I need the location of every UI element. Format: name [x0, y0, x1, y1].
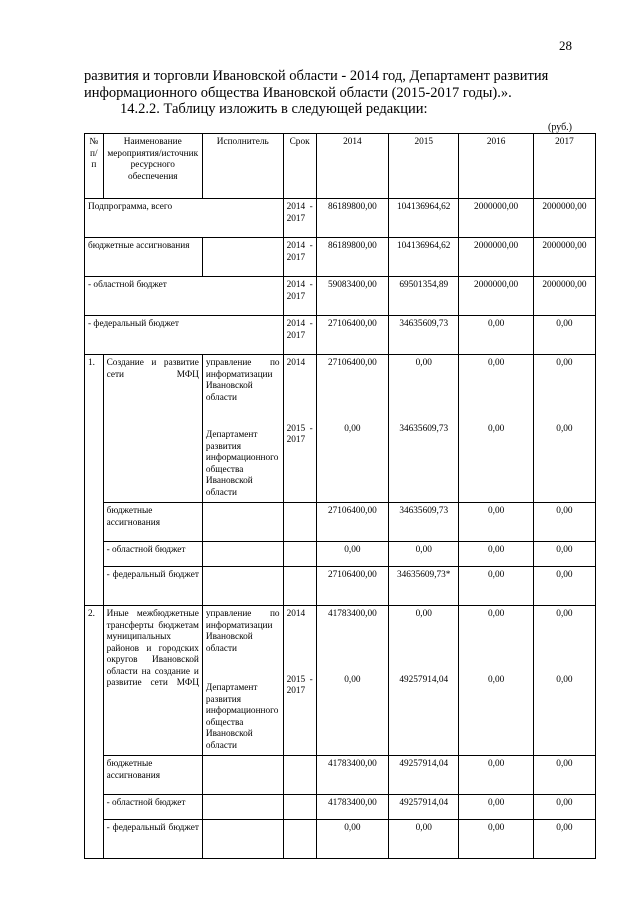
value-a: 0,00 [415, 609, 432, 619]
value-cell: 27106400,00 [316, 567, 388, 606]
value-cell: 69501354,89 [389, 277, 459, 316]
value-b: 0,00 [556, 423, 573, 434]
table-row [85, 567, 596, 606]
row-label: Подпрограмма, всего [85, 199, 284, 238]
table-row [85, 795, 596, 820]
executor-a: управление по информатизации Ивановской области [205, 609, 280, 654]
empty-cell [283, 542, 316, 567]
value-cell: 41783400,00 [316, 756, 388, 795]
value-cell [459, 355, 533, 503]
value-cell: 0,00 [316, 542, 388, 567]
empty-cell [202, 238, 283, 277]
row-number: 1. [85, 355, 104, 606]
empty-cell [202, 756, 283, 795]
row-label: бюджетные ассигнования [103, 756, 202, 795]
empty-cell [202, 542, 283, 567]
header-cell: Срок [283, 134, 316, 199]
value-cell: 59083400,00 [316, 277, 388, 316]
empty-cell [283, 795, 316, 820]
value-cell: 0,00 [533, 756, 595, 795]
term-cell: 2014 - 2017 [283, 238, 316, 277]
value-cell: 0,00 [459, 567, 533, 606]
term-cell [283, 355, 316, 503]
value-cell: 0,00 [533, 820, 595, 859]
value-cell: 86189800,00 [316, 199, 388, 238]
value-cell: 2000000,00 [533, 238, 595, 277]
header-cell: 2014 [316, 134, 388, 199]
empty-cell [202, 795, 283, 820]
row-label: - областной бюджет [103, 542, 202, 567]
value-cell: 0,00 [533, 503, 595, 542]
value-cell: 0,00 [533, 542, 595, 567]
value-cell [316, 606, 388, 756]
term-b: 2015 - 2017 [286, 423, 313, 445]
value-cell: 0,00 [533, 567, 595, 606]
value-b: 0,00 [556, 674, 573, 685]
header-cell: Наименование мероприятия/источник ресурсного обеспечения [103, 134, 202, 199]
table-row [85, 355, 596, 503]
term-cell: 2014 - 2017 [283, 277, 316, 316]
value-cell: 2000000,00 [459, 238, 533, 277]
value-cell [316, 355, 388, 503]
term-a: 2014 [286, 358, 306, 368]
value-cell: 0,00 [459, 795, 533, 820]
intro-line-2: информационного общества Ивановской области (2015-2017 годы).». [84, 85, 512, 101]
value-a: 27106400,00 [327, 358, 377, 368]
executor-a: управление по информатизации Ивановской области [205, 358, 280, 403]
value-a: 0,00 [415, 358, 432, 368]
value-cell: 0,00 [459, 542, 533, 567]
value-b: 0,00 [344, 423, 361, 434]
unit-label: (руб.) [548, 122, 572, 133]
value-a: 0,00 [488, 358, 505, 368]
table-row [85, 238, 596, 277]
value-a: 0,00 [556, 609, 573, 619]
term-cell: 2014 - 2017 [283, 316, 316, 355]
empty-cell [283, 567, 316, 606]
row-label: - федеральный бюджет [103, 567, 202, 606]
header-cell: 2017 [533, 134, 595, 199]
empty-cell [202, 503, 283, 542]
table-row [85, 316, 596, 355]
value-cell: 0,00 [459, 316, 533, 355]
row-label: бюджетные ассигнования [103, 503, 202, 542]
empty-cell [283, 503, 316, 542]
value-cell: 0,00 [389, 820, 459, 859]
header-cell: 2015 [389, 134, 459, 199]
executor-b: Департамент развития информационного общества Ивановской области [205, 683, 279, 751]
empty-cell [202, 567, 283, 606]
executor-cell [202, 606, 283, 756]
table-row [85, 199, 596, 238]
executor-cell [202, 355, 283, 503]
table-row [85, 820, 596, 859]
value-cell: 34635609,73 [389, 503, 459, 542]
term-cell: 2014 - 2017 [283, 199, 316, 238]
table-header-row [85, 134, 596, 199]
value-cell: 0,00 [459, 756, 533, 795]
value-cell: 2000000,00 [533, 277, 595, 316]
value-b: 49257914,04 [399, 674, 449, 685]
table-row [85, 542, 596, 567]
funding-table [84, 133, 596, 859]
value-b: 0,00 [488, 674, 505, 685]
row-label: - федеральный бюджет [85, 316, 284, 355]
value-cell: 49257914,04 [389, 795, 459, 820]
value-cell: 49257914,04 [389, 756, 459, 795]
executor-b: Департамент развития информационного общества Ивановской области [205, 430, 279, 498]
value-cell [533, 355, 595, 503]
term-a: 2014 [286, 609, 306, 619]
value-b: 34635609,73 [399, 423, 449, 434]
value-cell [389, 606, 459, 756]
value-cell [459, 606, 533, 756]
row-label: - областной бюджет [103, 795, 202, 820]
value-cell: 0,00 [533, 795, 595, 820]
table-row [85, 606, 596, 756]
value-cell: 104136964,62 [389, 199, 459, 238]
empty-cell [283, 756, 316, 795]
value-b: 0,00 [488, 423, 505, 434]
value-cell: 0,00 [459, 503, 533, 542]
value-cell: 104136964,62 [389, 238, 459, 277]
row-label: бюджетные ассигнования [85, 238, 203, 277]
value-a: 0,00 [556, 358, 573, 368]
value-a: 0,00 [488, 609, 505, 619]
term-b: 2015 - 2017 [286, 674, 313, 696]
header-cell: Исполнитель [202, 134, 283, 199]
term-cell [283, 606, 316, 756]
value-a: 41783400,00 [327, 609, 377, 619]
table-row [85, 277, 596, 316]
row-label: - областной бюджет [85, 277, 284, 316]
intro-line-1: развития и торговли Ивановской области - 2014 год, Департамент развития [84, 68, 549, 84]
value-cell: 34635609,73 [389, 316, 459, 355]
value-cell: 27106400,00 [316, 316, 388, 355]
value-cell: 0,00 [389, 542, 459, 567]
activity-name: Иные межбюджетные трансферты бюджетам муниципальных районов и городских округов Ивановской области на создание и развитие сети МФЦ [103, 606, 202, 756]
value-cell: 41783400,00 [316, 795, 388, 820]
intro-line-3: 14.2.2. Таблицу изложить в следующей редакции: [120, 101, 428, 117]
row-label: - федеральный бюджет [103, 820, 202, 859]
value-cell [389, 355, 459, 503]
value-cell: 0,00 [316, 820, 388, 859]
value-cell: 2000000,00 [459, 277, 533, 316]
value-cell: 27106400,00 [316, 503, 388, 542]
row-number: 2. [85, 606, 104, 859]
value-cell [533, 606, 595, 756]
table-row [85, 756, 596, 795]
header-cell: № п/п [85, 134, 104, 199]
empty-cell [202, 820, 283, 859]
activity-name: Создание и развитие сети МФЦ [103, 355, 202, 503]
table-row [85, 503, 596, 542]
value-cell: 0,00 [459, 820, 533, 859]
value-cell: 2000000,00 [459, 199, 533, 238]
value-cell: 2000000,00 [533, 199, 595, 238]
value-cell: 0,00 [533, 316, 595, 355]
header-cell: 2016 [459, 134, 533, 199]
empty-cell [283, 820, 316, 859]
value-cell: 34635609,73* [389, 567, 459, 606]
page-number: 28 [559, 38, 572, 53]
value-cell: 86189800,00 [316, 238, 388, 277]
value-b: 0,00 [344, 674, 361, 685]
